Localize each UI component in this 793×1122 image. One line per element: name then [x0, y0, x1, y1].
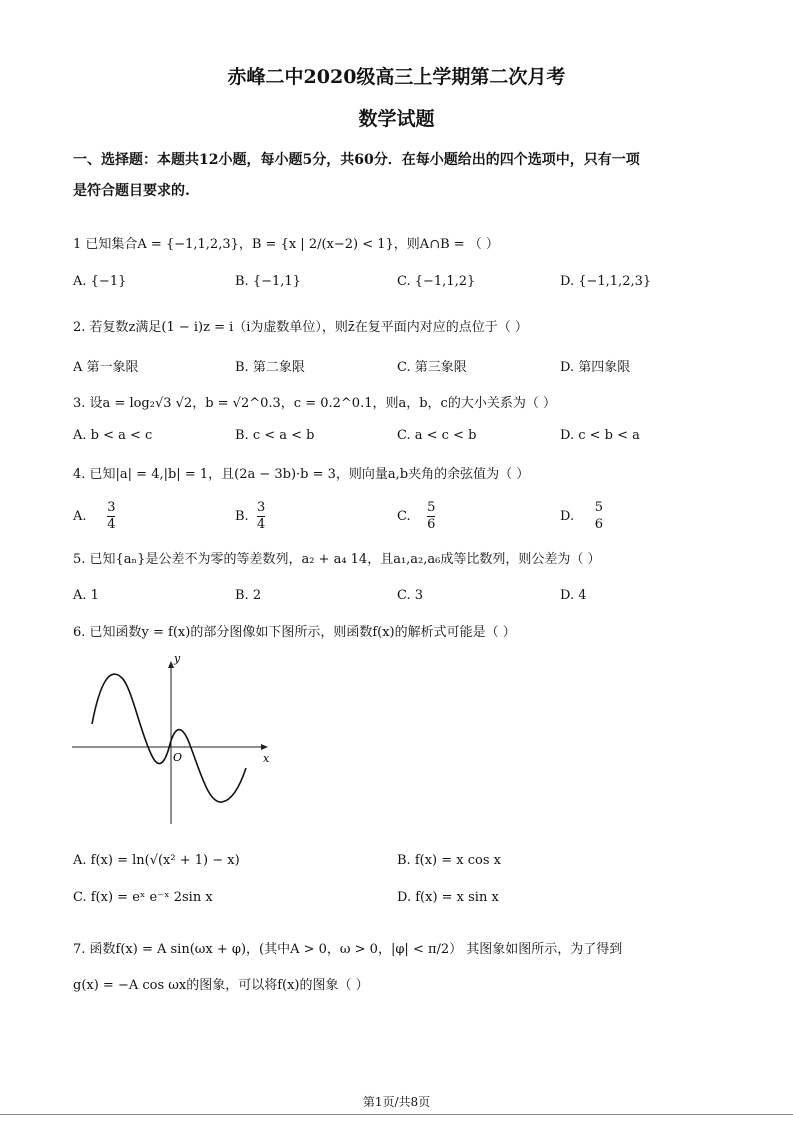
denominator: 4	[107, 517, 116, 532]
question-4-option-d	[560, 500, 603, 533]
function-curve	[92, 674, 246, 802]
question-5-option-c: C. 3	[397, 588, 424, 603]
question-2-option-d: D. 第四象限	[560, 360, 631, 375]
fraction	[107, 500, 115, 533]
question-6-option-b: B. f(x) = x cos x	[397, 853, 501, 868]
question-4-option-c	[397, 500, 435, 533]
question-5-stem: 5. 已知{aₙ}是公差不为零的等差数列，a₂ + a₄ 14，且a₁,a₂,a₆成等比数列，则公差为（ ）	[73, 552, 601, 567]
fraction	[257, 500, 265, 533]
exam-subtitle: 数学试题	[358, 108, 435, 130]
question-6-stem: 6. 已知函数y = f(x)的部分图像如下图所示，则函数f(x)的解析式可能是（ ）	[73, 625, 516, 640]
exam-title: 赤峰二中2020级高三上学期第二次月考	[227, 66, 566, 88]
option-label: C.	[397, 509, 411, 524]
numerator: 5	[594, 500, 604, 515]
numerator: 5	[427, 500, 436, 515]
question-6-option-a: A. f(x) = ln(√(x² + 1) − x)	[73, 853, 240, 868]
question-4-stem: 4. 已知|a| = 4,|b| = 1，且(2a − 3b)·b = 3，则向量a,b夹角的余弦值为（ ）	[73, 467, 530, 482]
question-6-option-c: C. f(x) = eˣ e⁻ˣ 2sin x	[73, 890, 213, 905]
option-label: B.	[235, 509, 249, 524]
question-6-option-d: D. f(x) = x sin x	[397, 890, 499, 905]
denominator: 6	[594, 517, 604, 532]
y-axis-label: y	[174, 652, 181, 665]
question-1-option-b: B. {−1,1}	[235, 274, 301, 289]
bottom-rule	[0, 1114, 793, 1115]
question-4-option-a	[73, 500, 115, 533]
question-3-option-a: A. b < a < c	[73, 428, 153, 443]
section-heading-line2: 是符合题目要求的.	[73, 183, 190, 199]
denominator: 6	[427, 517, 436, 532]
question-1-stem: 1 已知集合A = {−1,1,2,3}，B = {x | 2/(x−2) < 1}，则A∩B = （ ）	[73, 237, 499, 252]
question-2-stem: 2. 若复数z满足(1 − i)z = i（i为虚数单位），则z̄在复平面内对应的点位于（ ）	[73, 320, 528, 335]
question-1-option-d: D. {−1,1,2,3}	[560, 274, 652, 289]
question-3-option-c: C. a < c < b	[397, 428, 477, 443]
question-5-option-b: B. 2	[235, 588, 262, 603]
fraction	[427, 500, 435, 533]
x-axis-label: x	[263, 752, 270, 765]
question-3-option-d: D. c < b < a	[560, 428, 640, 443]
page-footer: 第1页/共8页	[362, 1095, 431, 1109]
question-2-option-b: B. 第二象限	[235, 360, 305, 375]
question-2-option-c: C. 第三象限	[397, 360, 467, 375]
denominator: 4	[256, 517, 266, 532]
x-axis-arrow-icon	[261, 744, 268, 750]
question-1-option-c: C. {−1,1,2}	[397, 274, 476, 289]
function-graph	[70, 652, 275, 832]
numerator: 3	[256, 500, 266, 515]
question-2-option-a: A 第一象限	[73, 360, 139, 375]
fraction	[595, 500, 603, 533]
option-label: D.	[560, 509, 575, 524]
option-label: A.	[73, 509, 87, 524]
question-1-option-a: A. {−1}	[73, 274, 127, 289]
question-3-stem: 3. 设a = log₂√3 √2，b = √2^0.3，c = 0.2^0.1，则a，b，c的大小关系为（ ）	[73, 396, 556, 411]
question-4-option-b	[235, 500, 265, 533]
question-7-stem-line2: g(x) = −A cos ωx的图象，可以将f(x)的图象（ ）	[73, 978, 369, 993]
section-heading-line1: 一、选择题：本题共12小题，每小题5分，共60分．在每小题给出的四个选项中，只有一项	[73, 152, 640, 168]
question-7-stem-line1: 7. 函数f(x) = A sin(ωx + φ)，(其中A > 0，ω > 0，|φ| < π/2） 其图象如图所示，为了得到	[73, 942, 623, 957]
question-5-option-a: A. 1	[73, 588, 99, 603]
numerator: 3	[107, 500, 116, 515]
question-5-option-d: D. 4	[560, 588, 587, 603]
question-3-option-b: B. c < a < b	[235, 428, 315, 443]
origin-label: O	[173, 751, 183, 764]
